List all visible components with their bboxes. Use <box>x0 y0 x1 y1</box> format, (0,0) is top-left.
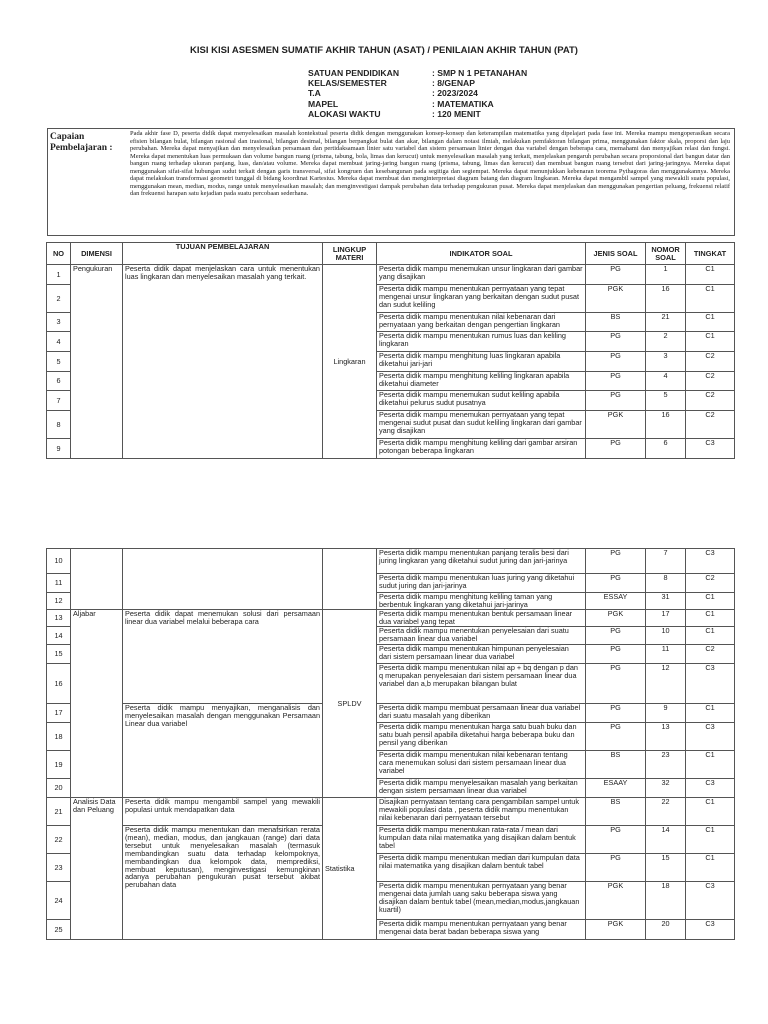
indikator-cell: Peserta didik mampu menentukan nilai kebenaran tentang cara menemukan solusi dari sistem persamaan linear dua variabel <box>377 751 586 779</box>
row-no: 19 <box>47 751 71 779</box>
col-header: NO <box>47 243 71 265</box>
jenis-cell: PG <box>586 372 646 391</box>
col-header: INDIKATOR SOAL <box>377 243 586 265</box>
nomor-cell: 2 <box>646 332 686 352</box>
tujuan-cell: Peserta didik dapat menjelaskan cara untuk menentukan luas lingkaran dan menyelesaikan masalah yang terkait. <box>123 265 323 459</box>
nomor-cell: 5 <box>646 391 686 411</box>
tujuan-cell: Peserta didik mampu menentukan dan menafsirkan rerata (mean), median, modus, dan jangkauan (range) dari data tersebut untuk menyelesaikan masalah (termasuk membandingkan suatu data terhadap kelompoknya, membandingkan dua kelompok data, memprediksi, membuat keputusan), menginvestigasi kemungkinan adanya perubahan pengukuran pusat tersebut akibat perubahan data <box>123 826 323 940</box>
tingkat-cell: C1 <box>686 285 735 313</box>
indikator-cell: Peserta didik mampu menentukan nilai ap + bq dengan p dan q merupakan penyelesaian dari sistem persamaan linear dua variabel dan a,b merupakan bilangan bulat <box>377 664 586 704</box>
tingkat-cell: C1 <box>686 627 735 645</box>
nomor-cell: 3 <box>646 352 686 372</box>
row-no: 7 <box>47 391 71 411</box>
tingkat-cell: C1 <box>686 854 735 882</box>
col-header: DIMENSI <box>71 243 123 265</box>
row-no: 3 <box>47 313 71 332</box>
nomor-cell: 31 <box>646 593 686 610</box>
tingkat-cell: C1 <box>686 610 735 627</box>
indikator-cell: Peserta didik mampu menghitung luas lingkaran apabila diketahui jari-jari <box>377 352 586 372</box>
indikator-cell: Peserta didik mampu menemukan pernyataan yang tepat mengenai sudut pusat dan sudut keliling lingkaran dari gambar yang disajikan <box>377 411 586 439</box>
col-header: NOMOR SOAL <box>646 243 686 265</box>
indikator-cell: Peserta didik mampu menentukan median dari kumpulan data nilai matematika yang disajikan dalam bentuk tabel <box>377 854 586 882</box>
meta-value: : 8/GENAP <box>432 78 475 89</box>
tingkat-cell: C3 <box>686 723 735 751</box>
indikator-cell: Disajikan pernyataan tentang cara pengambilan sampel untuk mewakili populasi data , peserta didik mampu menentukan nilai kebenaran dari pernyataan tersebut <box>377 798 586 826</box>
indikator-cell: Peserta didik mampu menentukan panjang teralis besi dari juring lingkaran yang diketahui sudut juring dan jari-jarinya <box>377 549 586 574</box>
indikator-cell: Peserta didik mampu menemukan unsur lingkaran dari gambar yang disajikan <box>377 265 586 285</box>
tujuan-cell <box>123 549 323 610</box>
dimensi-cell <box>71 549 123 610</box>
capaian-label: Capaian Pembelajaran : <box>50 132 113 153</box>
nomor-cell: 17 <box>646 610 686 627</box>
nomor-cell: 32 <box>646 779 686 798</box>
indikator-cell: Peserta didik mampu menentukan bentuk persamaan linear dua variabel yang tepat <box>377 610 586 627</box>
meta-value: : 2023/2024 <box>432 88 478 99</box>
indikator-cell: Peserta didik mampu menentukan luas juring yang diketahui sudut juring dan jari-jarinya <box>377 574 586 593</box>
tingkat-cell: C3 <box>686 920 735 940</box>
jenis-cell: PG <box>586 574 646 593</box>
row-no: 5 <box>47 352 71 372</box>
jenis-cell: PG <box>586 549 646 574</box>
indikator-cell: Peserta didik mampu menentukan harga satu buah buku dan satu buah pensil apabila diketahui harga beberapa buku dan pensil yang diberikan <box>377 723 586 751</box>
row-no: 25 <box>47 920 71 940</box>
jenis-cell: PG <box>586 439 646 459</box>
tingkat-cell: C3 <box>686 549 735 574</box>
nomor-cell: 9 <box>646 704 686 723</box>
row-no: 20 <box>47 779 71 798</box>
jenis-cell: PG <box>586 352 646 372</box>
dimensi-cell: Pengukuran <box>71 265 123 459</box>
jenis-cell: PG <box>586 645 646 664</box>
row-no: 1 <box>47 265 71 285</box>
meta-key: SATUAN PENDIDIKAN <box>308 68 400 78</box>
jenis-cell: PG <box>586 826 646 854</box>
tingkat-cell: C2 <box>686 411 735 439</box>
indikator-cell: Peserta didik mampu menentukan pernyataan yang benar mengenai data berat badan beberapa siswa yang <box>377 920 586 940</box>
tingkat-cell: C3 <box>686 882 735 920</box>
row-no: 24 <box>47 882 71 920</box>
jenis-cell: PGK <box>586 411 646 439</box>
indikator-cell: Peserta didik mampu menentukan penyelesaian dari suatu persamaan linear dua variabel <box>377 627 586 645</box>
jenis-cell: ESSAY <box>586 593 646 610</box>
meta-key: T.A <box>308 88 321 99</box>
row-no: 10 <box>47 549 71 574</box>
row-no: 6 <box>47 372 71 391</box>
col-header: TINGKAT <box>686 243 735 265</box>
jenis-cell: PGK <box>586 882 646 920</box>
tingkat-cell: C1 <box>686 265 735 285</box>
nomor-cell: 6 <box>646 439 686 459</box>
indikator-cell: Peserta didik mampu menyelesaikan masalah yang berkaitan dengan sistem persamaan linear dua variabel <box>377 779 586 798</box>
indikator-cell: Peserta didik mampu menentukan rata-rata / mean dari kumpulan data nilai matematika yang disajikan dalam bentuk tabel <box>377 826 586 854</box>
school-info <box>308 68 527 119</box>
nomor-cell: 11 <box>646 645 686 664</box>
tingkat-cell: C2 <box>686 391 735 411</box>
tujuan-cell: Peserta didik dapat menemukan solusi dari persamaan linear dua variabel melalui beberapa cara <box>123 610 323 704</box>
meta-value: : 120 MENIT <box>432 108 481 119</box>
nomor-cell: 14 <box>646 826 686 854</box>
indikator-cell: Peserta didik mampu menentukan nilai kebenaran dari pernyataan yang berkaitan dengan pengertian lingkaran <box>377 313 586 332</box>
jenis-cell: PG <box>586 704 646 723</box>
nomor-cell: 10 <box>646 627 686 645</box>
indikator-cell: Peserta didik mampu menghitung keliling lingkaran apabila diketahui diameter <box>377 372 586 391</box>
row-no: 9 <box>47 439 71 459</box>
jenis-cell: BS <box>586 313 646 332</box>
nomor-cell: 8 <box>646 574 686 593</box>
nomor-cell: 18 <box>646 882 686 920</box>
tingkat-cell: C1 <box>686 332 735 352</box>
meta-value: : MATEMATIKA <box>432 98 494 109</box>
tingkat-cell: C2 <box>686 372 735 391</box>
kisi-table-2 <box>46 548 735 940</box>
tingkat-cell: C3 <box>686 439 735 459</box>
tingkat-cell: C1 <box>686 313 735 332</box>
meta-key: ALOKASI WAKTU <box>308 108 381 119</box>
jenis-cell: BS <box>586 798 646 826</box>
indikator-cell: Peserta didik mampu menghitung keliling taman yang berbentuk lingkaran yang diketahui jari-jarinya <box>377 593 586 610</box>
nomor-cell: 7 <box>646 549 686 574</box>
row-no: 16 <box>47 664 71 704</box>
tingkat-cell: C1 <box>686 751 735 779</box>
nomor-cell: 22 <box>646 798 686 826</box>
nomor-cell: 21 <box>646 313 686 332</box>
tingkat-cell: C3 <box>686 664 735 704</box>
tingkat-cell: C1 <box>686 704 735 723</box>
row-no: 4 <box>47 332 71 352</box>
nomor-cell: 16 <box>646 411 686 439</box>
nomor-cell: 1 <box>646 265 686 285</box>
capaian-text: Pada akhir fase D, peserta didik dapat menyelesaikan masalah kontekstual peserta didik dengan menggunakan konsep-konsep dan keterampilan matematika yang dipelajari pada fase ini. Mereka mampu mengoperasikan secara efisien bilangan bulat, bilangan rasional dan irasional, bilangan desimal, bilangan berpangkat bulat dan akar, bilangan dalam notasi ilmiah, melakukan pemfaktoran bilangan prima, menggunakan faktor skala, proporsi dan laju perubahan. Mereka dapat menyajikan dan menyelesaikan persamaan dan pertidaksamaan linier satu variabel dan sistem persamaan linier dengan dua variabel dengan beberapa cara, memahami dan menyajikan relasi dan fungsi. Mereka dapat menentukan luas permukaan dan volume bangun ruang (prisma, tabung, bola, limas dan kerucut) untuk menyelesaikan masalah yang terkait, menjelaskan pengaruh perubahan secara proporsional dari bangun datar dan bangun ruang terhadap ukuran panjang, luas, dan/atau volume. Mereka dapat membuat jaring-jaring bangun ruang (prisma, tabung, limas dan kerucut) dan membuat bangun ruang tersebut dari jaring-jaringnya. Mereka dapat menggunakan sifat-sifat hubungan sudut terkait dengan garis transversal, sifat kongruen dan kesebangunan pada segitiga dan segiempat. Mereka dapat menunjukkan kebenaran teorema Pythagoras dan menggunakannya. Mereka dapat melakukan transformasi geometri tunggal di bidang koordinat Kartesius. Mereka dapat membuat dan menginterpretasi diagram batang dan diagram lingkaran. Mereka dapat mengambil sampel yang mewakili suatu populasi, menggunakan mean, median, modus, range untuk menyelesaikan masalah; dan menginvestigasi dampak perubahan data terhadap pengukuran pusat. Mereka dapat menjelaskan dan menggunakan pengertian peluang, frekuensi relatif dan frekuensi harapan satu kejadian pada suatu percobaan sederhana. <box>130 130 730 197</box>
tingkat-cell: C2 <box>686 352 735 372</box>
indikator-cell: Peserta didik mampu menentukan pernyataan yang benar mengenai data jumlah uang saku beberapa siswa yang disajikan dalam bentuk tabel (mean,median,modus,jangkauan kuartil) <box>377 882 586 920</box>
tingkat-cell: C3 <box>686 779 735 798</box>
col-header: LINGKUP MATERI <box>323 243 377 265</box>
jenis-cell: PG <box>586 391 646 411</box>
row-no: 14 <box>47 627 71 645</box>
lingkup-cell: SPLDV <box>323 610 377 798</box>
meta-value: : SMP N 1 PETANAHAN <box>432 68 528 78</box>
document-title: KISI KISI ASESMEN SUMATIF AKHIR TAHUN (ASAT) / PENILAIAN AKHIR TAHUN (PAT) <box>190 45 578 56</box>
nomor-cell: 16 <box>646 285 686 313</box>
tujuan-cell: Peserta didik mampu menyajikan, menganalisis dan menyelesaikan masalah dengan menggunakan Persamaan Linear dua variabel <box>123 704 323 798</box>
nomor-cell: 13 <box>646 723 686 751</box>
indikator-cell: Peserta didik mampu menentukan rumus luas dan keliling lingkaran <box>377 332 586 352</box>
lingkup-cell <box>323 549 377 610</box>
jenis-cell: PG <box>586 265 646 285</box>
nomor-cell: 15 <box>646 854 686 882</box>
row-no: 12 <box>47 593 71 610</box>
row-no: 18 <box>47 723 71 751</box>
row-no: 2 <box>47 285 71 313</box>
jenis-cell: BS <box>586 751 646 779</box>
indikator-cell: Peserta didik mampu menentukan pernyataan yang tepat mengenai unsur lingkaran yang berkaitan dengan sudut pusat dan sudut keliling <box>377 285 586 313</box>
jenis-cell: ESAAY <box>586 779 646 798</box>
dimensi-cell: Analisis Data dan Peluang <box>71 798 123 940</box>
jenis-cell: PGK <box>586 285 646 313</box>
dimensi-cell: Aljabar <box>71 610 123 798</box>
jenis-cell: PGK <box>586 610 646 627</box>
indikator-cell: Peserta didik mampu menemukan sudut keliling apabila diketahui pelurus sudut pusatnya <box>377 391 586 411</box>
row-no: 22 <box>47 826 71 854</box>
tujuan-cell: Peserta didik mampu mengambil sampel yang mewakili populasi untuk mendapatkan data <box>123 798 323 826</box>
meta-key: MAPEL <box>308 98 339 109</box>
row-no: 13 <box>47 610 71 627</box>
tingkat-cell: C1 <box>686 798 735 826</box>
row-no: 23 <box>47 854 71 882</box>
jenis-cell: PG <box>586 664 646 704</box>
jenis-cell: PG <box>586 854 646 882</box>
tingkat-cell: C1 <box>686 826 735 854</box>
row-no: 21 <box>47 798 71 826</box>
jenis-cell: PG <box>586 627 646 645</box>
lingkup-cell: Statistika <box>323 798 377 940</box>
row-no: 11 <box>47 574 71 593</box>
capaian-box <box>47 128 735 236</box>
nomor-cell: 12 <box>646 664 686 704</box>
row-no: 15 <box>47 645 71 664</box>
nomor-cell: 4 <box>646 372 686 391</box>
row-no: 17 <box>47 704 71 723</box>
nomor-cell: 23 <box>646 751 686 779</box>
indikator-cell: Peserta didik mampu membuat persamaan linear dua variabel dari suatu masalah yang diberikan <box>377 704 586 723</box>
nomor-cell: 20 <box>646 920 686 940</box>
jenis-cell: PG <box>586 332 646 352</box>
tingkat-cell: C1 <box>686 593 735 610</box>
tingkat-cell: C2 <box>686 645 735 664</box>
col-header: TUJUAN PEMBELAJARAN <box>123 243 323 265</box>
indikator-cell: Peserta didik mampu menentukan himpunan penyelesaian dari sistem persamaan linear dua variabel <box>377 645 586 664</box>
indikator-cell: Peserta didik mampu menghitung keliling dari gambar arsiran potongan beberapa lingkaran <box>377 439 586 459</box>
jenis-cell: PGK <box>586 920 646 940</box>
meta-key: KELAS/SEMESTER <box>308 78 387 89</box>
kisi-table-1 <box>46 242 735 459</box>
lingkup-cell: Lingkaran <box>323 265 377 459</box>
tingkat-cell: C2 <box>686 574 735 593</box>
row-no: 8 <box>47 411 71 439</box>
col-header: JENIS SOAL <box>586 243 646 265</box>
jenis-cell: PG <box>586 723 646 751</box>
